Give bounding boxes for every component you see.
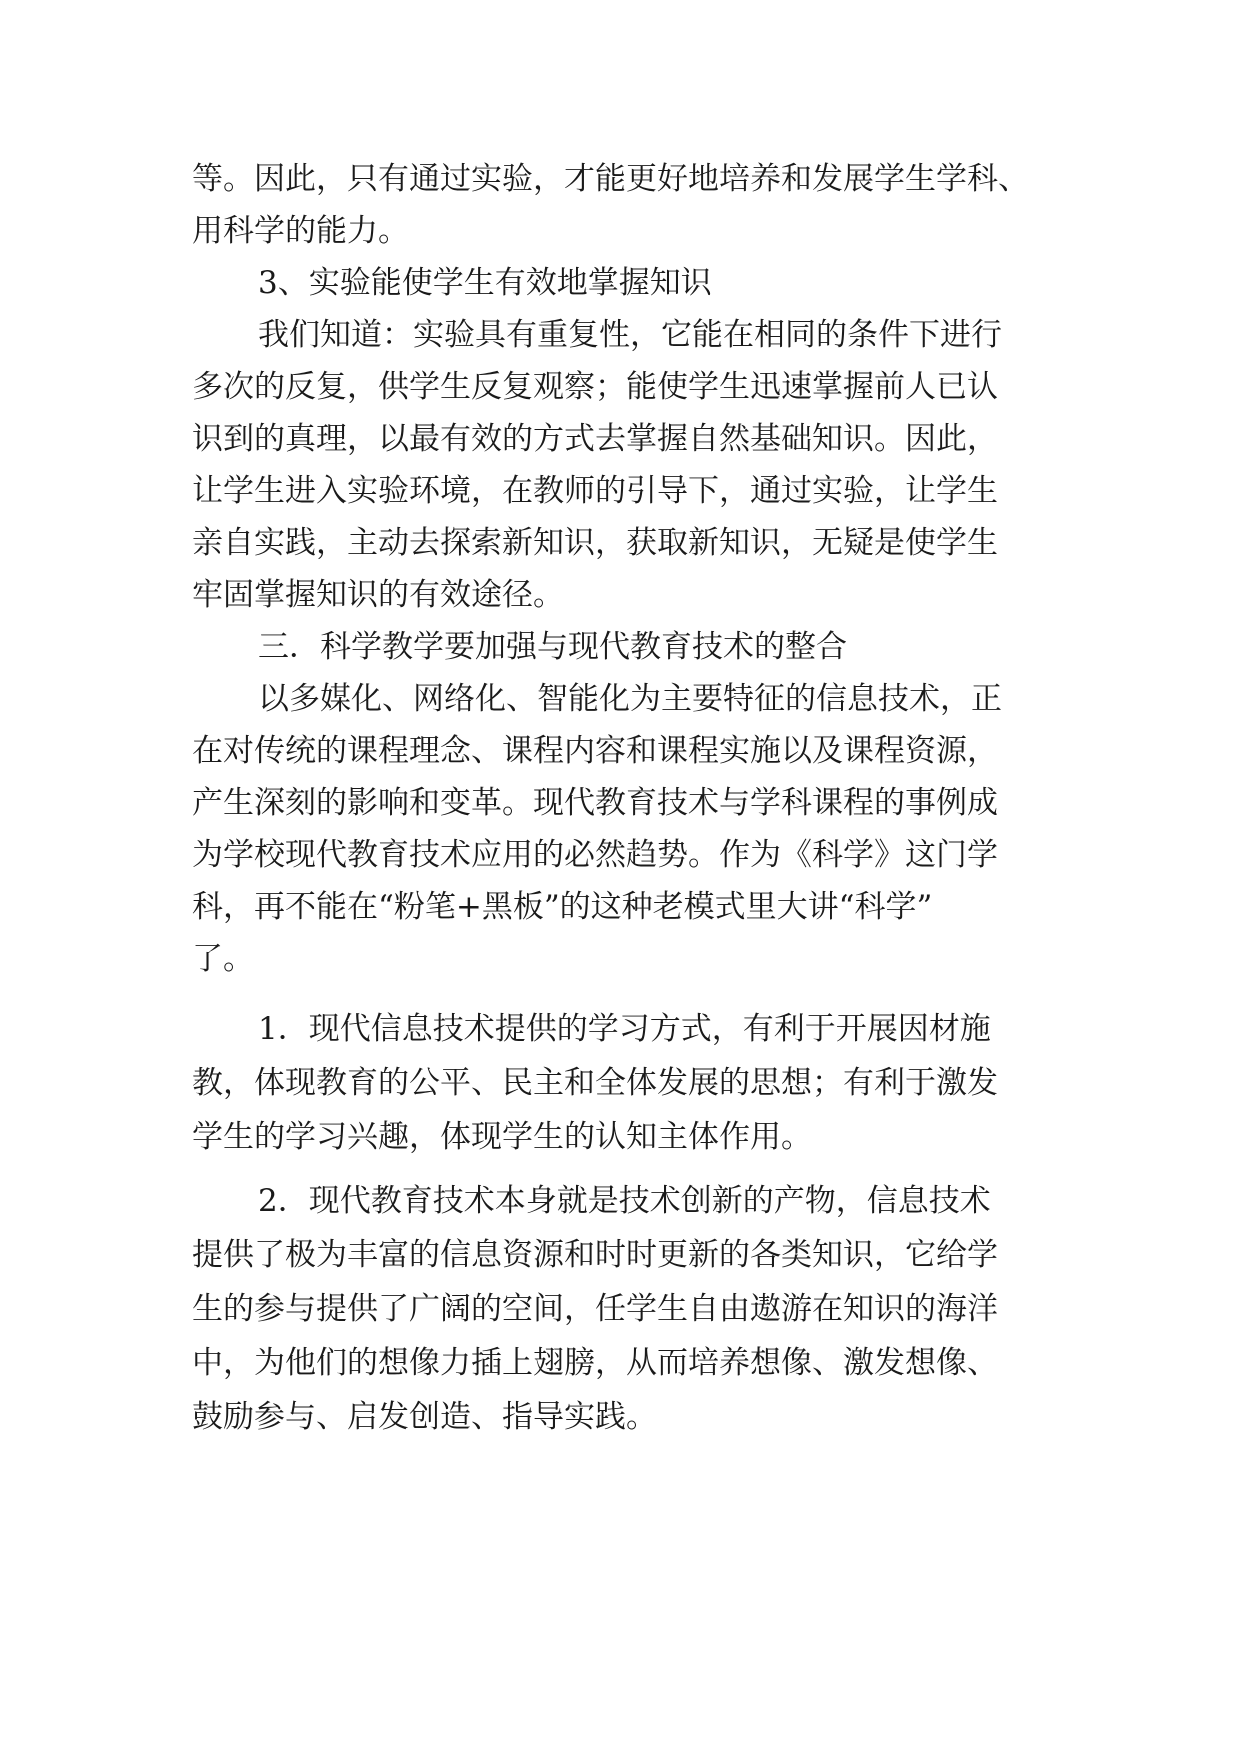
text-line: 识到的真理，以最有效的方式去掌握自然基础知识。因此， (192, 421, 998, 457)
text-line: 用科学的能力。 (192, 213, 409, 249)
text-line: 鼓励参与、启发创造、指导实践。 (192, 1399, 657, 1435)
section-heading: 三．科学教学要加强与现代教育技术的整合 (258, 629, 847, 665)
text-line: 为学校现代教育技术应用的必然趋势。作为《科学》这门学 (192, 837, 998, 873)
text-line: 让学生进入实验环境，在教师的引导下，通过实验，让学生 (192, 473, 998, 509)
text-line: 科，再不能在“粉笔+黑板”的这种老模式里大讲“科学” (192, 889, 933, 925)
text-line: 多次的反复，供学生反复观察；能使学生迅速掌握前人已认 (192, 369, 998, 405)
text-line: 1．现代信息技术提供的学习方式，有利于开展因材施 (258, 1011, 991, 1047)
text-line: 2．现代教育技术本身就是技术创新的产物，信息技术 (258, 1183, 991, 1219)
text-line: 中，为他们的想像力插上翅膀，从而培养想像、激发想像、 (192, 1345, 998, 1381)
text-line: 在对传统的课程理念、课程内容和课程实施以及课程资源， (192, 733, 998, 769)
text-line: 学生的学习兴趣，体现学生的认知主体作用。 (192, 1119, 812, 1155)
text-line: 产生深刻的影响和变革。现代教育技术与学科课程的事例成 (192, 785, 998, 821)
section-heading: 3、实验能使学生有效地掌握知识 (258, 265, 712, 301)
text-line: 亲自实践，主动去探索新知识，获取新知识，无疑是使学生 (192, 525, 998, 561)
text-line: 了。 (192, 941, 254, 977)
text-line: 提供了极为丰富的信息资源和时时更新的各类知识，它给学 (192, 1237, 998, 1273)
text-line: 以多媒化、网络化、智能化为主要特征的信息技术，正 (258, 681, 1002, 717)
text-line: 教，体现教育的公平、民主和全体发展的思想；有利于激发 (192, 1065, 998, 1101)
text-line: 我们知道：实验具有重复性，它能在相同的条件下进行 (258, 317, 1002, 353)
text-line: 等。因此，只有通过实验，才能更好地培养和发展学生学科、 (192, 161, 1029, 197)
text-line: 牢固掌握知识的有效途径。 (192, 577, 564, 613)
text-line: 生的参与提供了广阔的空间，任学生自由遨游在知识的海洋 (192, 1291, 998, 1327)
